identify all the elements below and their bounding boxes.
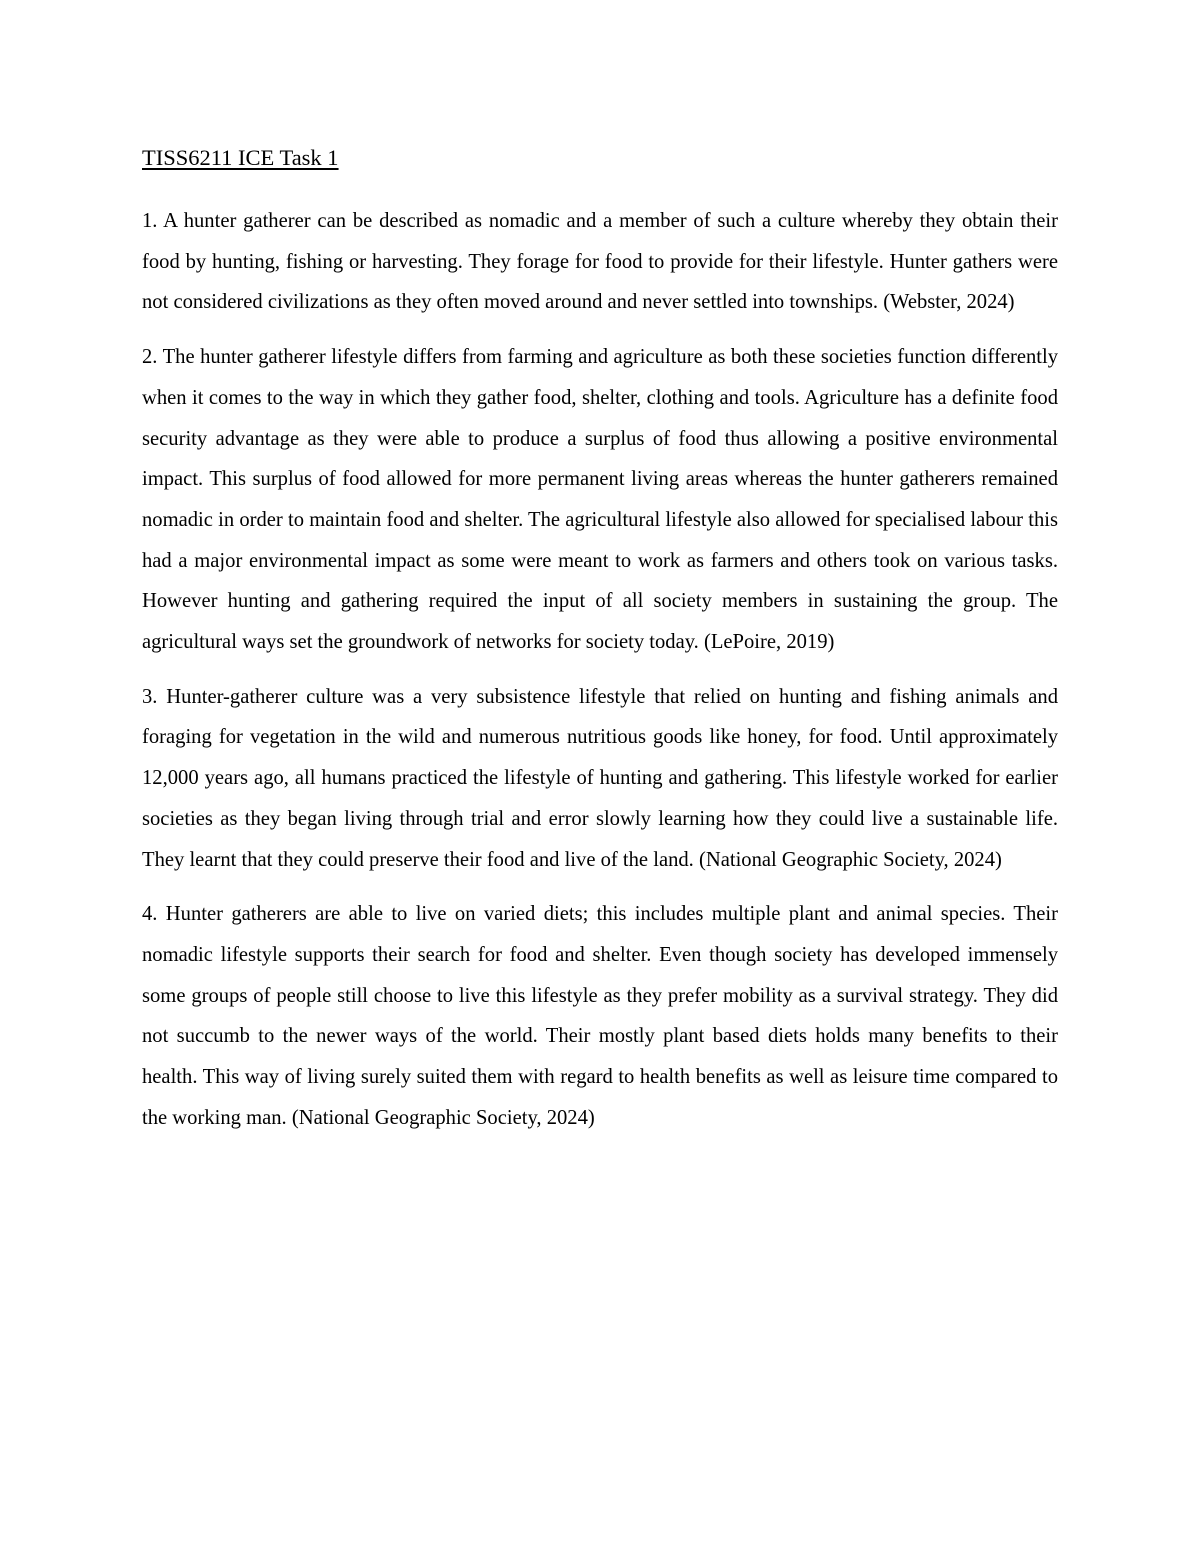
document-page bbox=[142, 142, 1058, 1152]
paragraph-2: 2. The hunter gatherer lifestyle differs from farming and agriculture as both these societies function differently when it comes to the way in which they gather food, shelter, clothing and tools. Agriculture has a definite food security advantage as they were able to produce a surplus of food thus allowing a positive environmental impact. This surplus of food allowed for more permanent living areas whereas the hunter gatherers remained nomadic in order to maintain food and shelter. The agricultural lifestyle also allowed for specialised labour this had a major environmental impact as some were meant to work as farmers and others took on various tasks. However hunting and gathering required the input of all society members in sustaining the group. The agricultural ways set the groundwork of networks for society today. (LePoire, 2019) bbox=[142, 346, 1058, 654]
paragraph-4: 4. Hunter gatherers are able to live on varied diets; this includes multiple plant and animal species. Their nomadic lifestyle supports their search for food and shelter. Even though society has developed immensely some groups of people still choose to live this lifestyle as they prefer mobility as a survival strategy. They did not succumb to the newer ways of the world. Their mostly plant based diets holds many benefits to their health. This way of living surely suited them with regard to health benefits as well as leisure time compared to the working man. (National Geographic Society, 2024) bbox=[142, 903, 1058, 1129]
paragraph-3: 3. Hunter-gatherer culture was a very subsistence lifestyle that relied on hunting and fishing animals and foraging for vegetation in the wild and numerous nutritious goods like honey, for food. Until approximately 12,000 years ago, all humans practiced the lifestyle of hunting and gathering. This lifestyle worked for earlier societies as they began living through trial and error slowly learning how they could live a sustainable life. They learnt that they could preserve their food and live of the land. (National Geographic Society, 2024) bbox=[142, 685, 1058, 871]
paragraph-1: 1. A hunter gatherer can be described as nomadic and a member of such a culture whereby they obtain their food by hunting, fishing or harvesting. They forage for food to provide for their lifestyle. Hunter gathers were not considered civilizations as they often moved around and never settled into townships. (Webster, 2024) bbox=[142, 210, 1058, 314]
document-title: TISS6211 ICE Task 1 bbox=[142, 145, 339, 170]
